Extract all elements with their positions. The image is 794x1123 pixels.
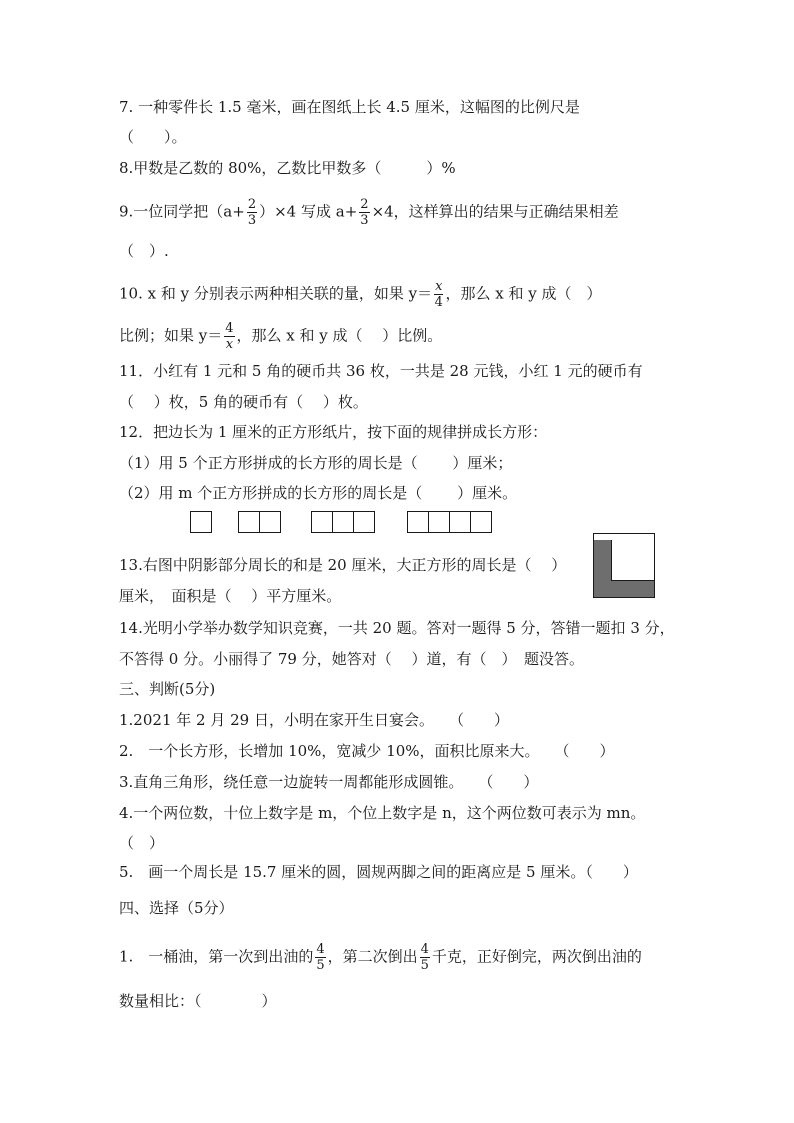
q13-line2: 厘米， 面积是（ ）平方厘米。 [119,587,342,605]
q7-line1: 7. 一种零件长 1.5 毫米，画在图纸上长 4.5 厘米，这幅图的比例尺是 [119,98,580,116]
q11-line2: （ ）枚，5 角的硬币有（ ）枚。 [119,393,368,411]
q9-fraction-2: $\frac{2}{3}$ [360,197,369,228]
section4-fraction-2: $\frac{4}{5}$ [420,942,429,973]
unit-square [190,511,212,533]
q9-part-b: ）×4 写成 a+ [259,202,358,221]
section3-title: 三、判断(5分) [119,680,216,698]
q9-part-a: 9.一位同学把（a+ [119,202,245,221]
pattern-1-square [190,511,212,533]
unit-square [428,511,450,533]
q9-fraction-1: $\frac{2}{3}$ [247,197,257,228]
q9-part-c: ×4，这样算出的结果与正确结果相差 [371,202,619,221]
section3-item: 1.2021 年 2 月 29 日，小明在家开生日宴会。 （ ） [119,711,509,729]
q12-line2: （1）用 5 个正方形拼成的长方形的周长是（ ）厘米； [119,454,513,472]
unit-square [311,511,333,533]
q10-fraction-1: $\frac{x}{4}$ [434,279,443,310]
section4-fraction-1: $\frac{4}{5}$ [316,942,325,973]
unit-square [449,511,471,533]
section3-item: 3.直角三角形，绕任意一边旋转一周都能形成圆锥。 （ ） [119,773,539,791]
section4-q1-line2: 数量相比：（ ） [119,992,277,1010]
q14-line2: 不答得 0 分。小丽得了 79 分，她答对（ ）道，有（ ） 题没答。 [119,650,584,668]
q7-line2: （ ）。 [119,128,187,146]
section4-q1-part-b: ，第二次倒出 [327,947,418,966]
unit-square [332,511,354,533]
section4-title: 四、选择（5分） [119,899,234,917]
unit-square [353,511,375,533]
unit-square [259,511,281,533]
q14-line1: 14.光明小学举办数学知识竞赛，一共 20 题。答对一题得 5 分，答错一题扣 3 分， [119,619,675,637]
pattern-3-squares [311,511,375,533]
shaded-region-horizontal [611,580,654,597]
unit-square [407,511,429,533]
section4-q1-line1 [119,942,642,973]
pattern-2-squares [238,511,281,533]
unit-square [470,511,492,533]
section4-q1-part-a: 1. 一桶油，第一次到出油的 [119,947,314,966]
q10-part-b: ，那么 x 和 y 成（ ） [445,284,602,303]
q10-fraction-2: $\frac{4}{x}$ [225,321,234,352]
inner-divider-horizontal [611,580,654,581]
q8-line1: 8.甲数是乙数的 80%，乙数比甲数多（ ）% [119,159,456,177]
q13-line1: 13.右图中阴影部分周长的和是 20 厘米，大正方形的周长是（ ） [119,556,567,574]
section3-item: （ ） [119,834,165,852]
q9-line1 [119,197,619,228]
pattern-4-squares [407,511,492,533]
q10-part-a: 10. x 和 y 分别表示两种相关联的量，如果 y＝ [119,284,433,303]
q11-line1: 11．小红有 1 元和 5 角的硬币共 36 枚，一共是 28 元钱，小红 1 元的硬币有 [119,362,643,380]
section3-item: 4.一个两位数，十位上数字是 m，个位上数字是 n，这个两位数可表示为 mn。 [119,804,646,822]
q13-shaded-square-figure [593,533,655,598]
q10-line1 [119,279,601,310]
q10-line2 [119,321,442,352]
q10-part-c: 比例；如果 y＝ [119,326,223,345]
q10-part-d: ，那么 x 和 y 成（ ）比例。 [236,326,443,345]
section3-item: 5. 画一个周长是 15.7 厘米的圆，圆规两脚之间的距离应是 5 厘米。（ ） [119,863,638,881]
section3-item: 2. 一个长方形，长增加 10%，宽减少 10%，面积比原来大。 （ ） [119,742,615,760]
unit-square [238,511,260,533]
section4-q1-part-c: 千克，正好倒完，两次倒出油的 [431,947,642,966]
q12-line1: 12．把边长为 1 厘米的正方形纸片，按下面的规律拼成长方形： [119,423,548,441]
q12-line3: （2）用 m 个正方形拼成的长方形的周长是（ ）厘米。 [119,484,518,502]
inner-divider-vertical [611,540,612,580]
shaded-region-vertical [594,540,611,597]
q9-line2: （ ）. [119,242,169,260]
